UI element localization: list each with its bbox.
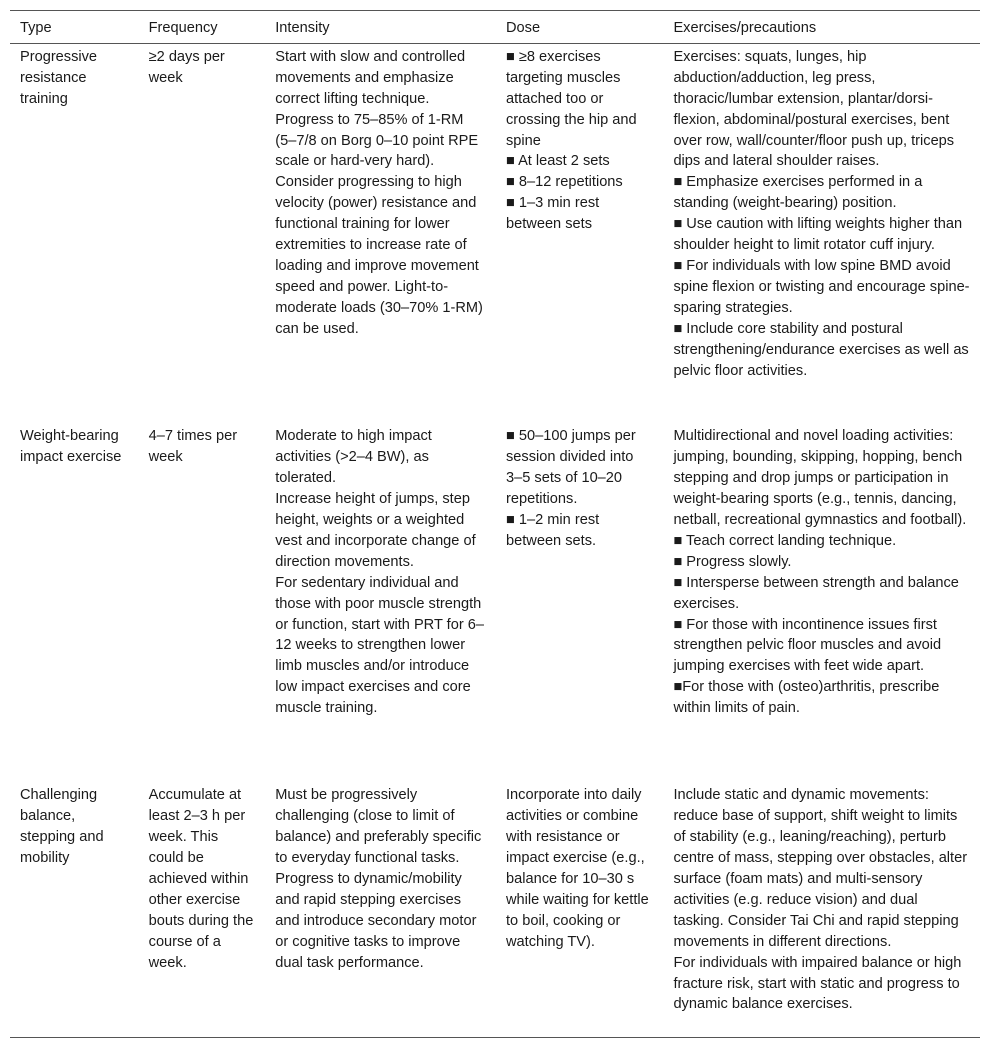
cell-frequency <box>139 423 266 782</box>
exercises-line: ■ For individuals with low spine BMD avoid spine flexion or twisting and encourage spine-sparing strategies. <box>673 257 970 316</box>
type-text: Challenging balance, stepping and mobility <box>20 787 104 867</box>
intensity-line: Progress to dynamic/mobility and rapid stepping exercises and introduce secondary motor or cognitive tasks to improve dual task performance. <box>275 871 477 971</box>
dose-line: Incorporate into daily activities or combine with resistance or impact exercise (e.g., balance for 10–30 s while waiting for kettle to boil, cooking or watching TV). <box>506 787 649 950</box>
exercises-line: ■ Include core stability and postural strengthening/endurance exercises as well as pelvic floor activities. <box>673 320 969 379</box>
header-row <box>10 11 980 44</box>
cell-dose <box>496 423 663 782</box>
cell-intensity <box>265 423 496 782</box>
cell-type <box>10 43 139 423</box>
exercise-prescription-table <box>10 10 980 1038</box>
dose-line: ■ 1–3 min rest between sets <box>506 195 600 233</box>
exercises-line: Include static and dynamic movements: reduce base of support, shift weight to limits of stability (e.g., leaning/reaching), perturb centre of mass, stepping over obstacles, alter surface (foam mats) and multi-sensory activities (e.g. reduce vision) and dual tasking. Consider Tai Chi and rapid stepping movements in different directions. <box>673 787 968 950</box>
cell-type <box>10 782 139 1037</box>
cell-dose <box>496 782 663 1037</box>
cell-type <box>10 423 139 782</box>
header-frequency: Frequency <box>148 20 218 36</box>
table-header <box>10 11 980 44</box>
dose-line: ■ 1–2 min rest between sets. <box>506 512 600 549</box>
cell-intensity <box>265 43 496 423</box>
cell-exercises <box>663 423 980 782</box>
exercises-line: ■ Teach correct landing technique. <box>673 532 897 549</box>
header-type: Type <box>20 20 52 36</box>
intensity-line: Progress to 75–85% of 1-RM (5–7/8 on Borg 0–10 point RPE scale or hard-very hard). <box>275 111 479 170</box>
table-row <box>10 43 980 423</box>
frequency-text: ≥2 days per week <box>148 48 225 86</box>
exercises-line: Multidirectional and novel loading activities: jumping, bounding, skipping, hopping, bench stepping and drop jumps or participation in weight-bearing sports (e.g., tennis, dancing, netball, recreational gymnastics and football). <box>673 428 967 529</box>
exercises-line: ■ For those with incontinence issues first strengthen pelvic floor muscles and avoid jumping exercises with feet wide apart. <box>673 616 942 675</box>
frequency-text: 4–7 times per week <box>148 428 238 466</box>
dose-line: ■ At least 2 sets <box>506 153 610 170</box>
exercises-line: ■ Use caution with lifting weights higher than shoulder height to limit rotator cuff injury. <box>673 216 963 254</box>
exercises-line: ■ Emphasize exercises performed in a standing (weight-bearing) position. <box>673 174 923 212</box>
exercises-line: ■ Intersperse between strength and balance exercises. <box>673 574 959 612</box>
intensity-line: Increase height of jumps, step height, weights or a weighted vest and incorporate change of direction movements. <box>275 491 476 570</box>
dose-line: ■ 8–12 repetitions <box>506 174 623 191</box>
type-text: Progressive resistance training <box>20 48 98 107</box>
cell-exercises <box>663 43 980 423</box>
exercises-line: For individuals with impaired balance or high fracture risk, start with static and progress to dynamic balance exercises. <box>673 954 962 1013</box>
frequency-text: Accumulate at least 2–3 h per week. This could be achieved within other exercise bouts during the course of a week. <box>148 787 254 971</box>
dose-line: ■ 50–100 jumps per session divided into 3–5 sets of 10–20 repetitions. <box>506 428 636 508</box>
exercises-line: Exercises: squats, lunges, hip abduction/adduction, leg press, thoracic/lumbar extension, plantar/dorsi-flexion, abdominal/postural exercises, bent over row, wall/counter/floor push up, triceps dips and lateral shoulder raises. <box>673 48 955 170</box>
type-text: Weight-bearing impact exercise <box>20 428 122 466</box>
cell-frequency <box>139 782 266 1037</box>
intensity-line: Consider progressing to high velocity (power) resistance and functional training for lower extremities to increase rate of loading and improve movement speed and power. Light-to-moderate loads (30–70% 1-RM) can be used. <box>275 174 483 337</box>
dose-line: ■ ≥8 exercises targeting muscles attached too or crossing the hip and spine <box>506 48 637 149</box>
exercise-table-container <box>10 10 980 1038</box>
table-row <box>10 423 980 782</box>
header-intensity: Intensity <box>275 20 330 36</box>
exercises-line: ■For those with (osteo)arthritis, prescribe within limits of pain. <box>673 679 940 717</box>
intensity-line: Must be progressively challenging (close to limit of balance) and preferably specific to everyday functional tasks. <box>275 787 482 867</box>
cell-frequency <box>139 43 266 423</box>
intensity-line: For sedentary individual and those with poor muscle strength or function, start with PRT for 6–12 weeks to strengthen lower limb muscles and/or introduce low impact exercises and core muscle training. <box>275 574 484 717</box>
cell-exercises <box>663 782 980 1037</box>
cell-intensity <box>265 782 496 1037</box>
cell-dose <box>496 43 663 423</box>
table-body <box>10 43 980 1037</box>
intensity-line: Start with slow and controlled movements and emphasize correct lifting technique. <box>275 48 466 107</box>
table-row <box>10 782 980 1037</box>
intensity-line: Moderate to high impact activities (>2–4 BW), as tolerated. <box>275 428 432 487</box>
header-exercises-precautions: Exercises/precautions <box>673 20 817 36</box>
exercises-line: ■ Progress slowly. <box>673 553 792 570</box>
header-dose: Dose <box>506 20 541 36</box>
